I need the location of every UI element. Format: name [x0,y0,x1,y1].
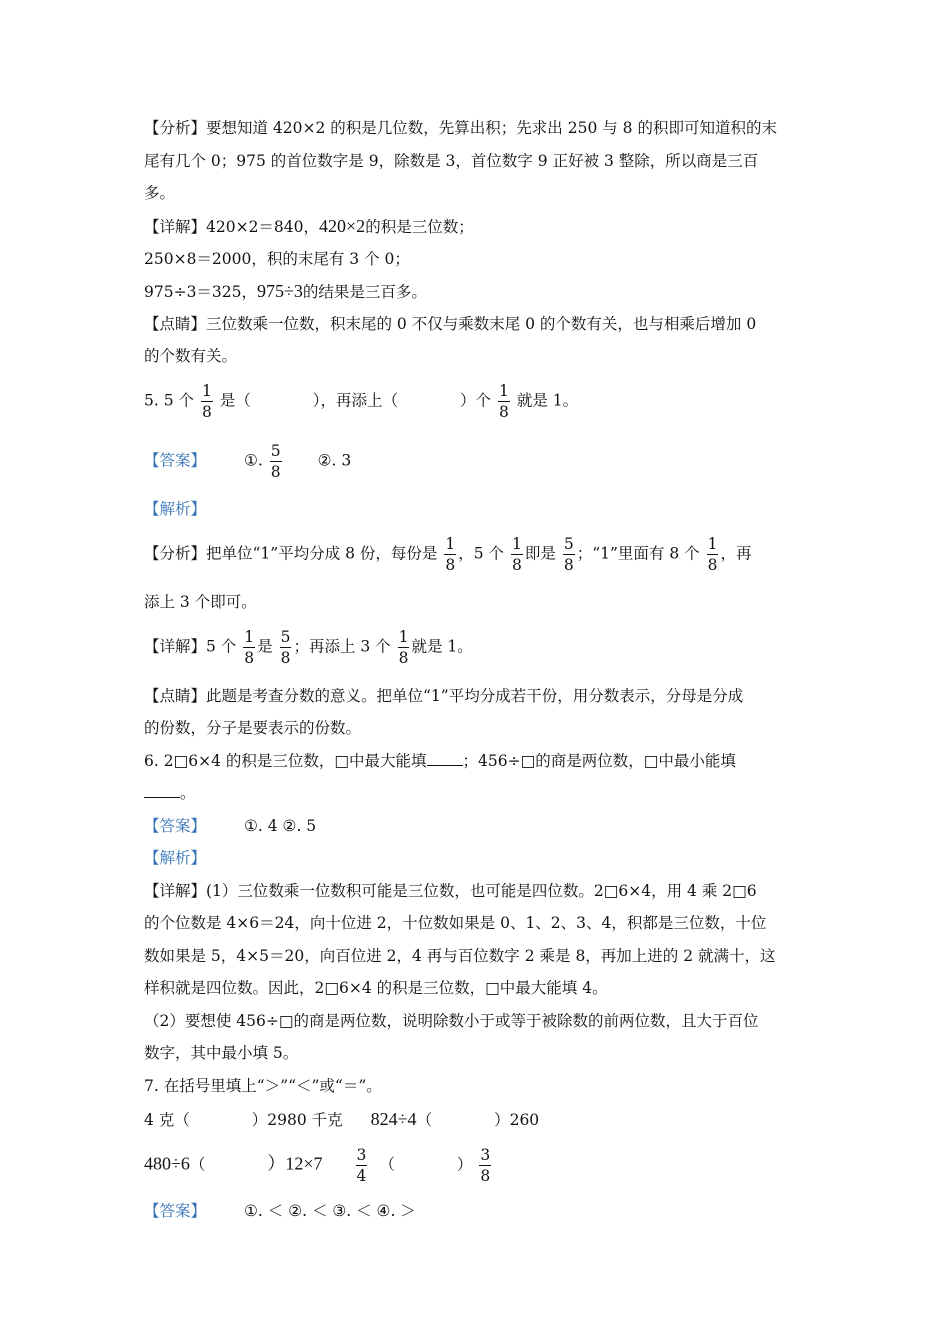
fraction-one-eighth: $\frac{1}{8}$ [244,628,255,667]
q4-comment-line-1: 【点睛】三位数乘一位数，积末尾的 0 不仅与乘数末尾 0 的个数有关，也与相乘后增加 0 [144,315,757,333]
q5-detail-a: 【详解】5 个 [144,637,237,656]
q6-detail-line-6: 数字，其中最小填 5。 [144,1044,299,1062]
q5-detail-b: 是 [257,637,273,656]
q7-row2-math: 480÷6 [144,1153,190,1174]
q6-question-line-2 [144,783,196,803]
q4-detail-line-1 [144,216,474,237]
q5-mid-2: ），再添上（ [312,391,399,410]
q6-detail-line-2: 的个位数是 4×6＝24，向十位进 2，十位数如果是 0、1、2、3、4，积都是三位数，十位 [144,914,767,932]
q6-answer [144,816,316,836]
fraction-one-eighth: $\frac{1}{8}$ [201,382,212,421]
answer-label: 【答案】 [144,817,207,835]
q7-answer-values: ①. ＜ ②. ＜ ③. ＜ ④. ＞ [244,1202,416,1220]
q5-detail [144,627,473,668]
q5-question [144,381,578,422]
q4-detail-line-3 [144,281,427,302]
answer-label: 【答案】 [144,1202,207,1220]
q4-detail-3-math: 975÷3 [257,281,303,301]
fraction-one-eighth: $\frac{1}{8}$ [511,535,522,574]
q6-question-line-1 [144,751,736,771]
q5-analysis-c: 即是 [524,544,556,563]
q5-analysis-line-2: 添上 3 个即可。 [144,593,257,611]
q4-analysis-line-2: 尾有几个 0；975 的首位数字是 9，除数是 3，首位数字 9 正好被 3 整除，所以商是三百 [144,152,759,170]
q7-row2-paren-close: ） [456,1155,473,1174]
q5-analysis-a: 【分析】把单位“1”平均分成 8 份，每份是 [144,544,438,563]
q5-detail-c: ；再添上 3 个 [293,637,391,656]
q5-detail-d: 就是 1。 [411,637,473,656]
q4-analysis-line-1: 【分析】要想知道 420×2 的积是几位数，先算出积；先求出 250 与 8 的积即可知道积的末 [144,119,777,137]
q7-row2-paren-open: （ [379,1155,395,1174]
q5-answer [144,441,351,482]
q6-question-a: 6. 2□6×4 的积是三位数，□中最大能填 [144,752,427,770]
q6-detail-line-1: 【详解】(1）三位数乘一位数积可能是三位数，也可能是四位数。2□6×4，用 4 乘 2□6 [144,882,757,900]
answer-blank [144,783,180,798]
q7-row1-a: 4 克（ [144,1111,190,1129]
q5-answer-1: ①. [244,451,263,470]
q5-comment-line-1: 【点睛】此题是考查分数的意义。把单位“1”平均分成若干份，用分数表示，分母是分成 [144,687,744,705]
q4-analysis-line-3: 多。 [144,184,176,202]
q6-jiexi-label: 【解析】 [144,849,207,867]
q5-end: 就是 1。 [516,391,579,410]
fraction-three-eighths: $\frac{3}{8}$ [480,1146,491,1185]
q6-detail-line-5: （2）要想使 456÷□的商是两位数，说明除数小于或等于被除数的前两位数，且大于百位 [144,1012,759,1030]
fraction-five-eighths: $\frac{5}{8}$ [563,535,574,574]
q7-row-1 [144,1109,539,1130]
q4-detail-line-2: 250×8＝2000，积的末尾有 3 个 0； [144,250,410,268]
q4-detail-1-math: 420×2 [319,216,366,236]
q7-row2-b: ）12×7 [267,1153,323,1174]
q4-detail-3a: 975÷3＝325， [144,283,258,301]
q5-analysis-d: ；“1”里面有 8 个 [576,544,700,563]
q5-mid-3: ）个 [460,391,492,410]
q6-question-b: ；456÷□的商是两位数，□中最小能填 [462,752,736,770]
q5-analysis-e: ，再 [720,544,752,563]
fraction-one-eighth: $\frac{1}{8}$ [445,535,456,574]
q7-row1-b: ）2980 千克 [251,1111,343,1129]
answer-label: 【答案】 [144,451,207,470]
fraction-one-eighth: $\frac{1}{8}$ [398,628,409,667]
q7-answer [144,1201,416,1221]
q4-detail-1b: 的积是三位数； [365,218,474,236]
q6-detail-line-4: 样积就是四位数。因此，2□6×4 的积是三位数，□中最大能填 4。 [144,979,608,997]
fraction-five-eighths: $\frac{5}{8}$ [270,442,281,481]
q7-row-2 [144,1145,493,1186]
q5-analysis-line-1 [144,534,751,575]
q5-analysis-b: ，5 个 [458,544,505,563]
q6-detail-line-3: 数如果是 5，4×5＝20，向百位进 2，4 再与百位数字 2 乘是 8，再加上进的 2 就满十，这 [144,947,776,965]
answer-blank [427,751,463,766]
q7-row1-math: 824÷4 [370,1109,417,1129]
q4-comment-line-2: 的个数有关。 [144,347,238,365]
q5-mid-1: 是（ [219,391,251,410]
q7-question: 7. 在括号里填上“＞”“＜”或“＝”。 [144,1077,382,1095]
q4-detail-3b: 的结果是三百多。 [302,283,427,301]
fraction-five-eighths: $\frac{5}{8}$ [280,628,291,667]
q6-question-end: 。 [180,784,196,802]
q6-answer-values: ①. 4 ②. 5 [244,817,317,835]
fraction-one-eighth: $\frac{1}{8}$ [707,535,718,574]
q7-row2-a: （ [189,1155,206,1174]
q7-row1-d: ）260 [494,1111,540,1129]
q5-prefix: 5. 5 个 [144,391,195,410]
fraction-one-eighth: $\frac{1}{8}$ [499,382,509,421]
q5-jiexi-label: 【解析】 [144,500,207,518]
fraction-three-quarters: $\frac{3}{4}$ [356,1146,367,1185]
q5-comment-line-2: 的份数，分子是要表示的份数。 [144,719,362,737]
q7-row1-c: （ [416,1111,433,1129]
q4-detail-1a: 【详解】420×2＝840， [144,218,320,236]
q5-answer-2: ②. 3 [317,451,352,470]
